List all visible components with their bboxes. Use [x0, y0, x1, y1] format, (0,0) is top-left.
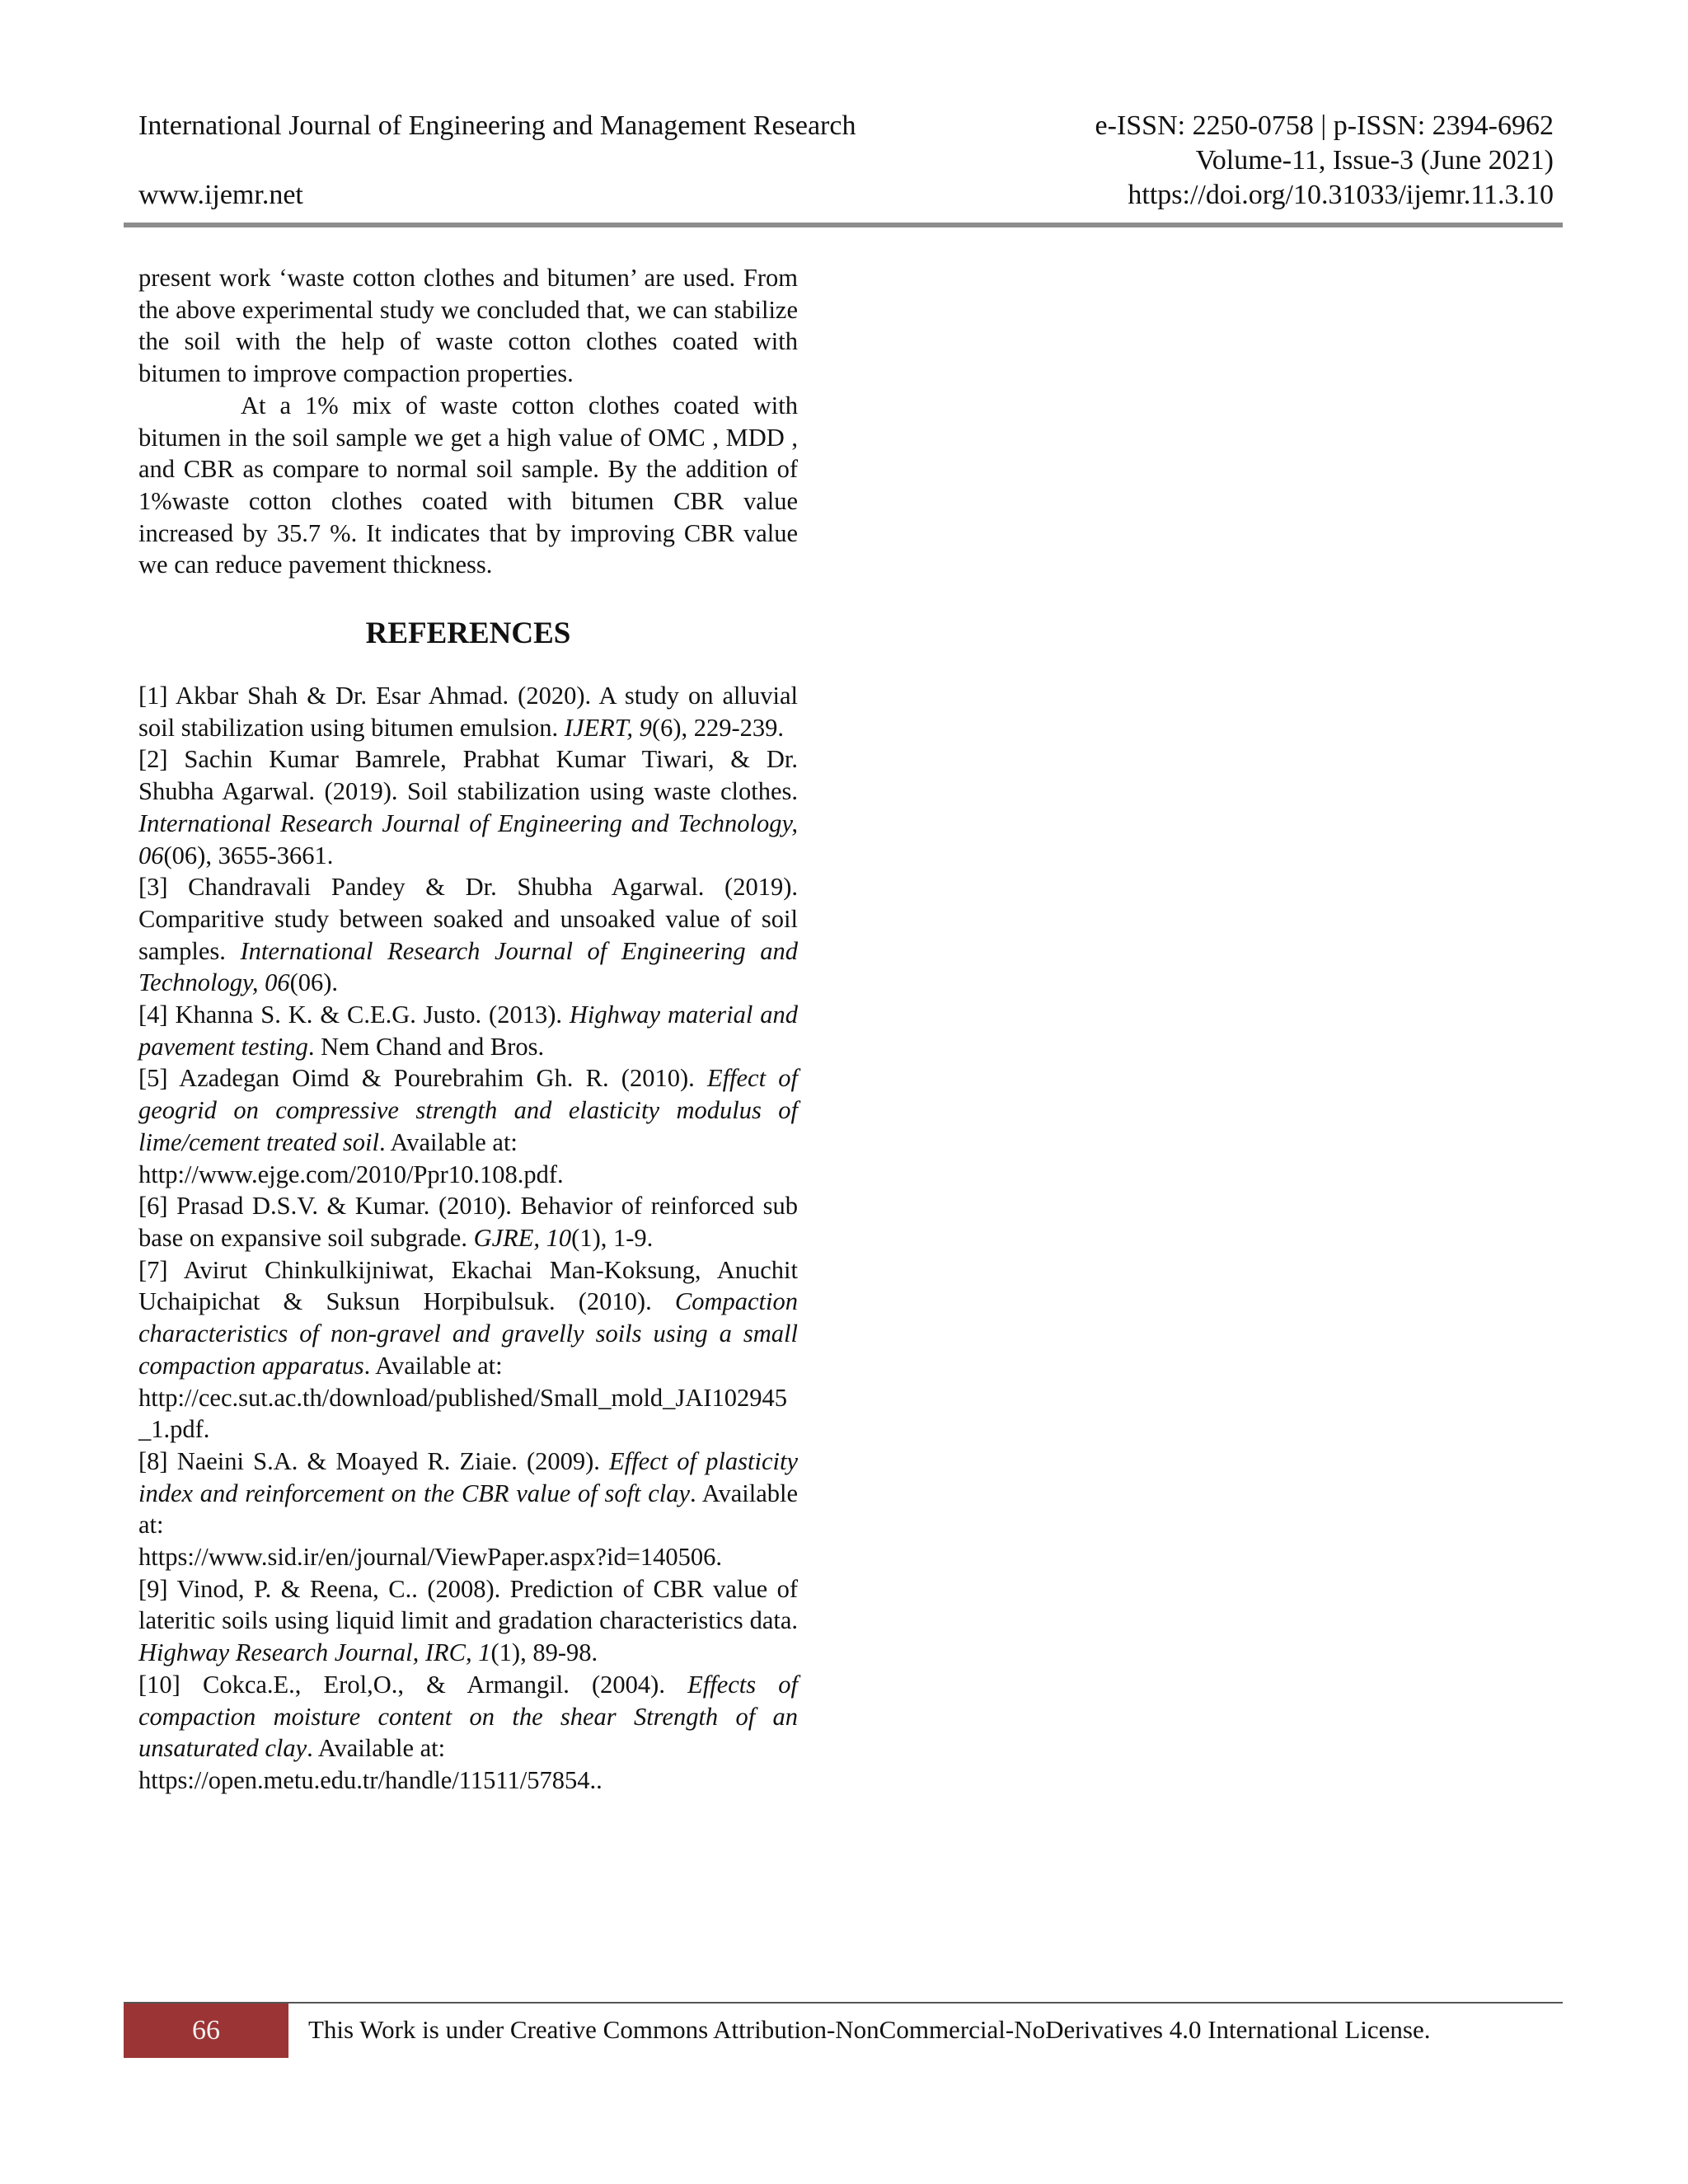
page-number: 66 — [192, 2015, 220, 2046]
reference-item: [2] Sachin Kumar Bamrele, Prabhat Kumar Tiwari, & Dr. Shubha Agarwal. (2019). Soil stabilization using waste clothes. International Research Journal of Engineering and Technology, 06(06), 3655-3661. — [138, 745, 798, 869]
journal-website[interactable]: www.ijemr.net — [138, 180, 303, 210]
reference-item: [6] Prasad D.S.V. & Kumar. (2010). Behavior of reinforced sub base on expansive soil subgrade. GJRE, 10(1), 1-9. — [138, 1192, 798, 1252]
reference-item: [8] Naeini S.A. & Moayed R. Ziaie. (2009). Effect of plasticity index and reinforcement on the CBR value of soft clay. Available at: — [138, 1446, 798, 1540]
reference-item: [5] Azadegan Oimd & Pourebrahim Gh. R. (2010). Effect of geogrid on compressive strength and elasticity modulus of lime/cement treated soil. Available at: — [138, 1064, 798, 1156]
header-meta — [1095, 109, 1554, 213]
reference-item: [9] Vinod, P. & Reena, C.. (2008). Prediction of CBR value of lateritic soils using liquid limit and gradation characteristics data. Highway Research Journal, IRC, 1(1), 89-98. — [138, 1574, 798, 1667]
journal-title: International Journal of Engineering and Management Research — [138, 110, 856, 141]
reference-item: [4] Khanna S. K. & C.E.G. Justo. (2013). Highway material and pavement testing. Nem Chand and Bros. — [138, 1001, 798, 1061]
reference-url[interactable]: http://cec.sut.ac.th/download/published/Small_mold_JAI102945_1.pdf. — [138, 1383, 787, 1444]
reference-item: [3] Chandravali Pandey & Dr. Shubha Agarwal. (2019). Comparitive study between soaked and unsoaked value of soil samples. International Research Journal of Engineering and Technology, 06(06). — [138, 873, 798, 997]
footer-divider — [124, 2002, 1563, 2004]
conclusion-paragraph-2: At a 1% mix of waste cotton clothes coated with bitumen in the soil sample we get a high value of OMC , MDD , and CBR as compare to normal soil sample. By the addition of 1%waste cotton clothes coated with bitumen CBR value increased by 35.7 %. It indicates that by improving CBR value we can reduce pavement thickness. — [138, 391, 798, 579]
reference-url[interactable]: https://open.metu.edu.tr/handle/11511/57854.. — [138, 1765, 603, 1794]
reference-item: [1] Akbar Shah & Dr. Esar Ahmad. (2020). A study on alluvial soil stabilization using bitumen emulsion. IJERT, 9(6), 229-239. — [138, 682, 798, 742]
reference-list — [138, 680, 798, 1797]
header-divider — [124, 223, 1563, 227]
reference-item: [7] Avirut Chinkulkijniwat, Ekachai Man-Koksung, Anuchit Uchaipichat & Suksun Horpibulsuk. (2010). Compaction characteristics of non-gravel and gravelly soils using a small compaction apparatus. Available at: — [138, 1255, 798, 1380]
doi-link[interactable]: https://doi.org/10.31033/ijemr.11.3.10 — [1128, 180, 1554, 210]
conclusion-paragraph-1: present work ‘waste cotton clothes and bitumen’ are used. From the above experimental study we concluded that, we can stabilize the soil with the help of waste cotton clothes coated with bitumen to improve compaction properties. — [138, 264, 798, 388]
reference-item: [10] Cokca.E., Erol,O., & Armangil. (2004). Effects of compaction moisture content on the shear Strength of an unsaturated clay. Available at: — [138, 1670, 798, 1763]
volume-line: Volume-11, Issue-3 (June 2021) — [1195, 145, 1554, 176]
reference-url[interactable]: http://www.ejge.com/2010/Ppr10.108.pdf. — [138, 1160, 564, 1188]
issn-line: e-ISSN: 2250-0758 | p-ISSN: 2394-6962 — [1095, 110, 1554, 141]
reference-url[interactable]: https://www.sid.ir/en/journal/ViewPaper.aspx?id=140506. — [138, 1543, 723, 1572]
license-text: This Work is under Creative Commons Attribution-NonCommercial-NoDerivatives 4.0 International License. — [308, 2015, 1431, 2044]
left-column — [138, 262, 798, 1797]
references-heading: REFERENCES — [365, 616, 571, 651]
